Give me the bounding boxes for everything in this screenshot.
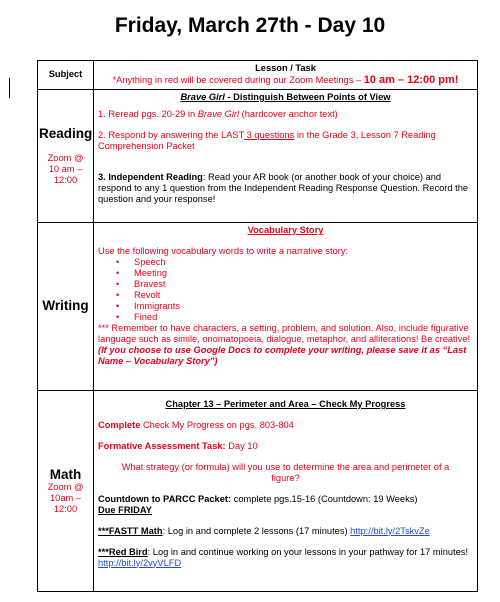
page-title: Friday, March 27th - Day 10 — [114, 14, 386, 37]
reading-heading-book: Brave Girl — [180, 91, 225, 102]
math-complete-text: Check My Progress on pgs. 803-804 — [140, 419, 294, 430]
vocabulary-word: • Speech — [134, 257, 473, 268]
reading-item-2 — [98, 130, 473, 152]
header-task-label: Lesson / Task — [255, 63, 316, 73]
math-countdown-text: complete pgs.15-16 (Countdown: 19 Weeks) — [231, 493, 418, 504]
reading-subject: Reading — [39, 125, 93, 141]
writing-heading: Vocabulary Story — [247, 224, 324, 235]
vocabulary-word: • Fined — [134, 312, 473, 323]
vocabulary-word: • Meeting — [134, 268, 473, 279]
math-due: Due FRIDAY — [98, 504, 152, 515]
math-countdown-label: Countdown to PARCC Packet: — [98, 493, 232, 504]
reading-item-1-text: 1. Reread pgs. 20-29 in — [98, 108, 198, 119]
reading-task-cell — [94, 89, 478, 222]
reading-zoom-line1: Zoom @ — [47, 153, 84, 164]
math-heading: Chapter 13 – Perimeter and Area – Check My Progress — [165, 398, 406, 409]
header-note-time: 10 am – 12:00 pm! — [363, 73, 459, 86]
reading-zoom-line2: 10 am – 12:00 — [48, 164, 83, 186]
writing-subject-cell — [38, 222, 94, 390]
math-zoom-line2: 10am – 12:00 — [49, 493, 81, 515]
math-zoom-line1: Zoom @ — [47, 482, 84, 493]
reading-item-1 — [98, 109, 473, 120]
header-task — [94, 61, 478, 90]
reading-item-3-text: : Read your AR book (or another book of your choice) and respond to any 1 question from the Independent Reading Response Question. Record the question and your response! — [98, 171, 469, 204]
writing-task-cell — [94, 222, 478, 390]
writing-subject: Writing — [42, 298, 89, 314]
vocabulary-list — [98, 257, 473, 323]
math-fastt — [98, 526, 473, 537]
header-subject: Subject — [38, 61, 94, 90]
header-note — [98, 74, 473, 87]
math-countdown — [98, 494, 473, 505]
math-formative-text: Day 10 — [225, 440, 258, 451]
math-formative-label: Formative Assessment Task: — [98, 440, 226, 451]
reading-item-1-book: Brave Girl — [197, 108, 240, 119]
math-redbird — [98, 547, 473, 569]
reading-item-1-text-b: (hardcover anchor text) — [239, 108, 338, 119]
reading-subject-cell — [38, 89, 94, 222]
math-question: What strategy (or formula) will you use to determine the area and perimeter of a figure? — [121, 461, 450, 483]
reading-item-2-text-b: in the Grade 3, Lesson 7 Reading Comprehension Packet — [98, 129, 436, 151]
vocabulary-word: • Bravest — [134, 279, 473, 290]
reading-heading — [98, 92, 473, 103]
math-redbird-label: ***Red Bird — [98, 546, 148, 557]
header-row — [38, 61, 478, 90]
writing-instruction: Use the following vocabulary words to write a narrative story: — [98, 245, 349, 256]
fastt-link[interactable]: http://bit.ly/2TskvZe — [350, 525, 430, 536]
redbird-link[interactable]: http://bit.ly/2vyVLFD — [98, 557, 182, 568]
reading-row — [38, 89, 478, 222]
writing-reminder — [98, 323, 473, 367]
math-fastt-label: ***FASTT Math — [98, 525, 163, 536]
schedule-table — [37, 60, 478, 592]
math-redbird-text: : Log in and continue working on your lessons in your pathway for 17 minutes! — [147, 546, 469, 557]
vocabulary-word: • Revolt — [134, 290, 473, 301]
math-fastt-text: : Log in and complete 2 lessons (17 minutes) — [162, 525, 351, 536]
writing-reminder-text: *** Remember to have characters, a setting, problem, and solution. Also, include figurative language such as simile, onomatopoeia, dialogue, metaphor, and alliterations! Be creative! — [98, 322, 471, 344]
math-subject-cell — [38, 390, 94, 591]
text-cursor — [9, 78, 10, 98]
reading-item-3-label: 3. Independent Reading — [98, 171, 203, 182]
reading-item-2-text: 2. Respond by answering the LAST — [98, 129, 245, 140]
math-task-cell — [94, 390, 478, 591]
math-subject: Math — [49, 466, 82, 482]
reading-item-3 — [98, 172, 473, 205]
math-row — [38, 390, 478, 591]
writing-reminder-bold: (If you choose to use Google Docs to complete your writing, please save it as “Last Name – Vocabulary Story”) — [98, 344, 467, 366]
reading-heading-rest: - Distinguish Between Points of View — [224, 91, 391, 102]
math-formative — [98, 441, 473, 452]
math-complete-label: Complete — [98, 419, 141, 430]
writing-row — [38, 222, 478, 390]
math-complete — [98, 420, 473, 431]
vocabulary-word: • Immigrants — [134, 301, 473, 312]
reading-item-2-underline: 3 questions — [244, 129, 295, 140]
header-note-text: *Anything in red will be covered during our Zoom Meetings – — [112, 74, 364, 85]
